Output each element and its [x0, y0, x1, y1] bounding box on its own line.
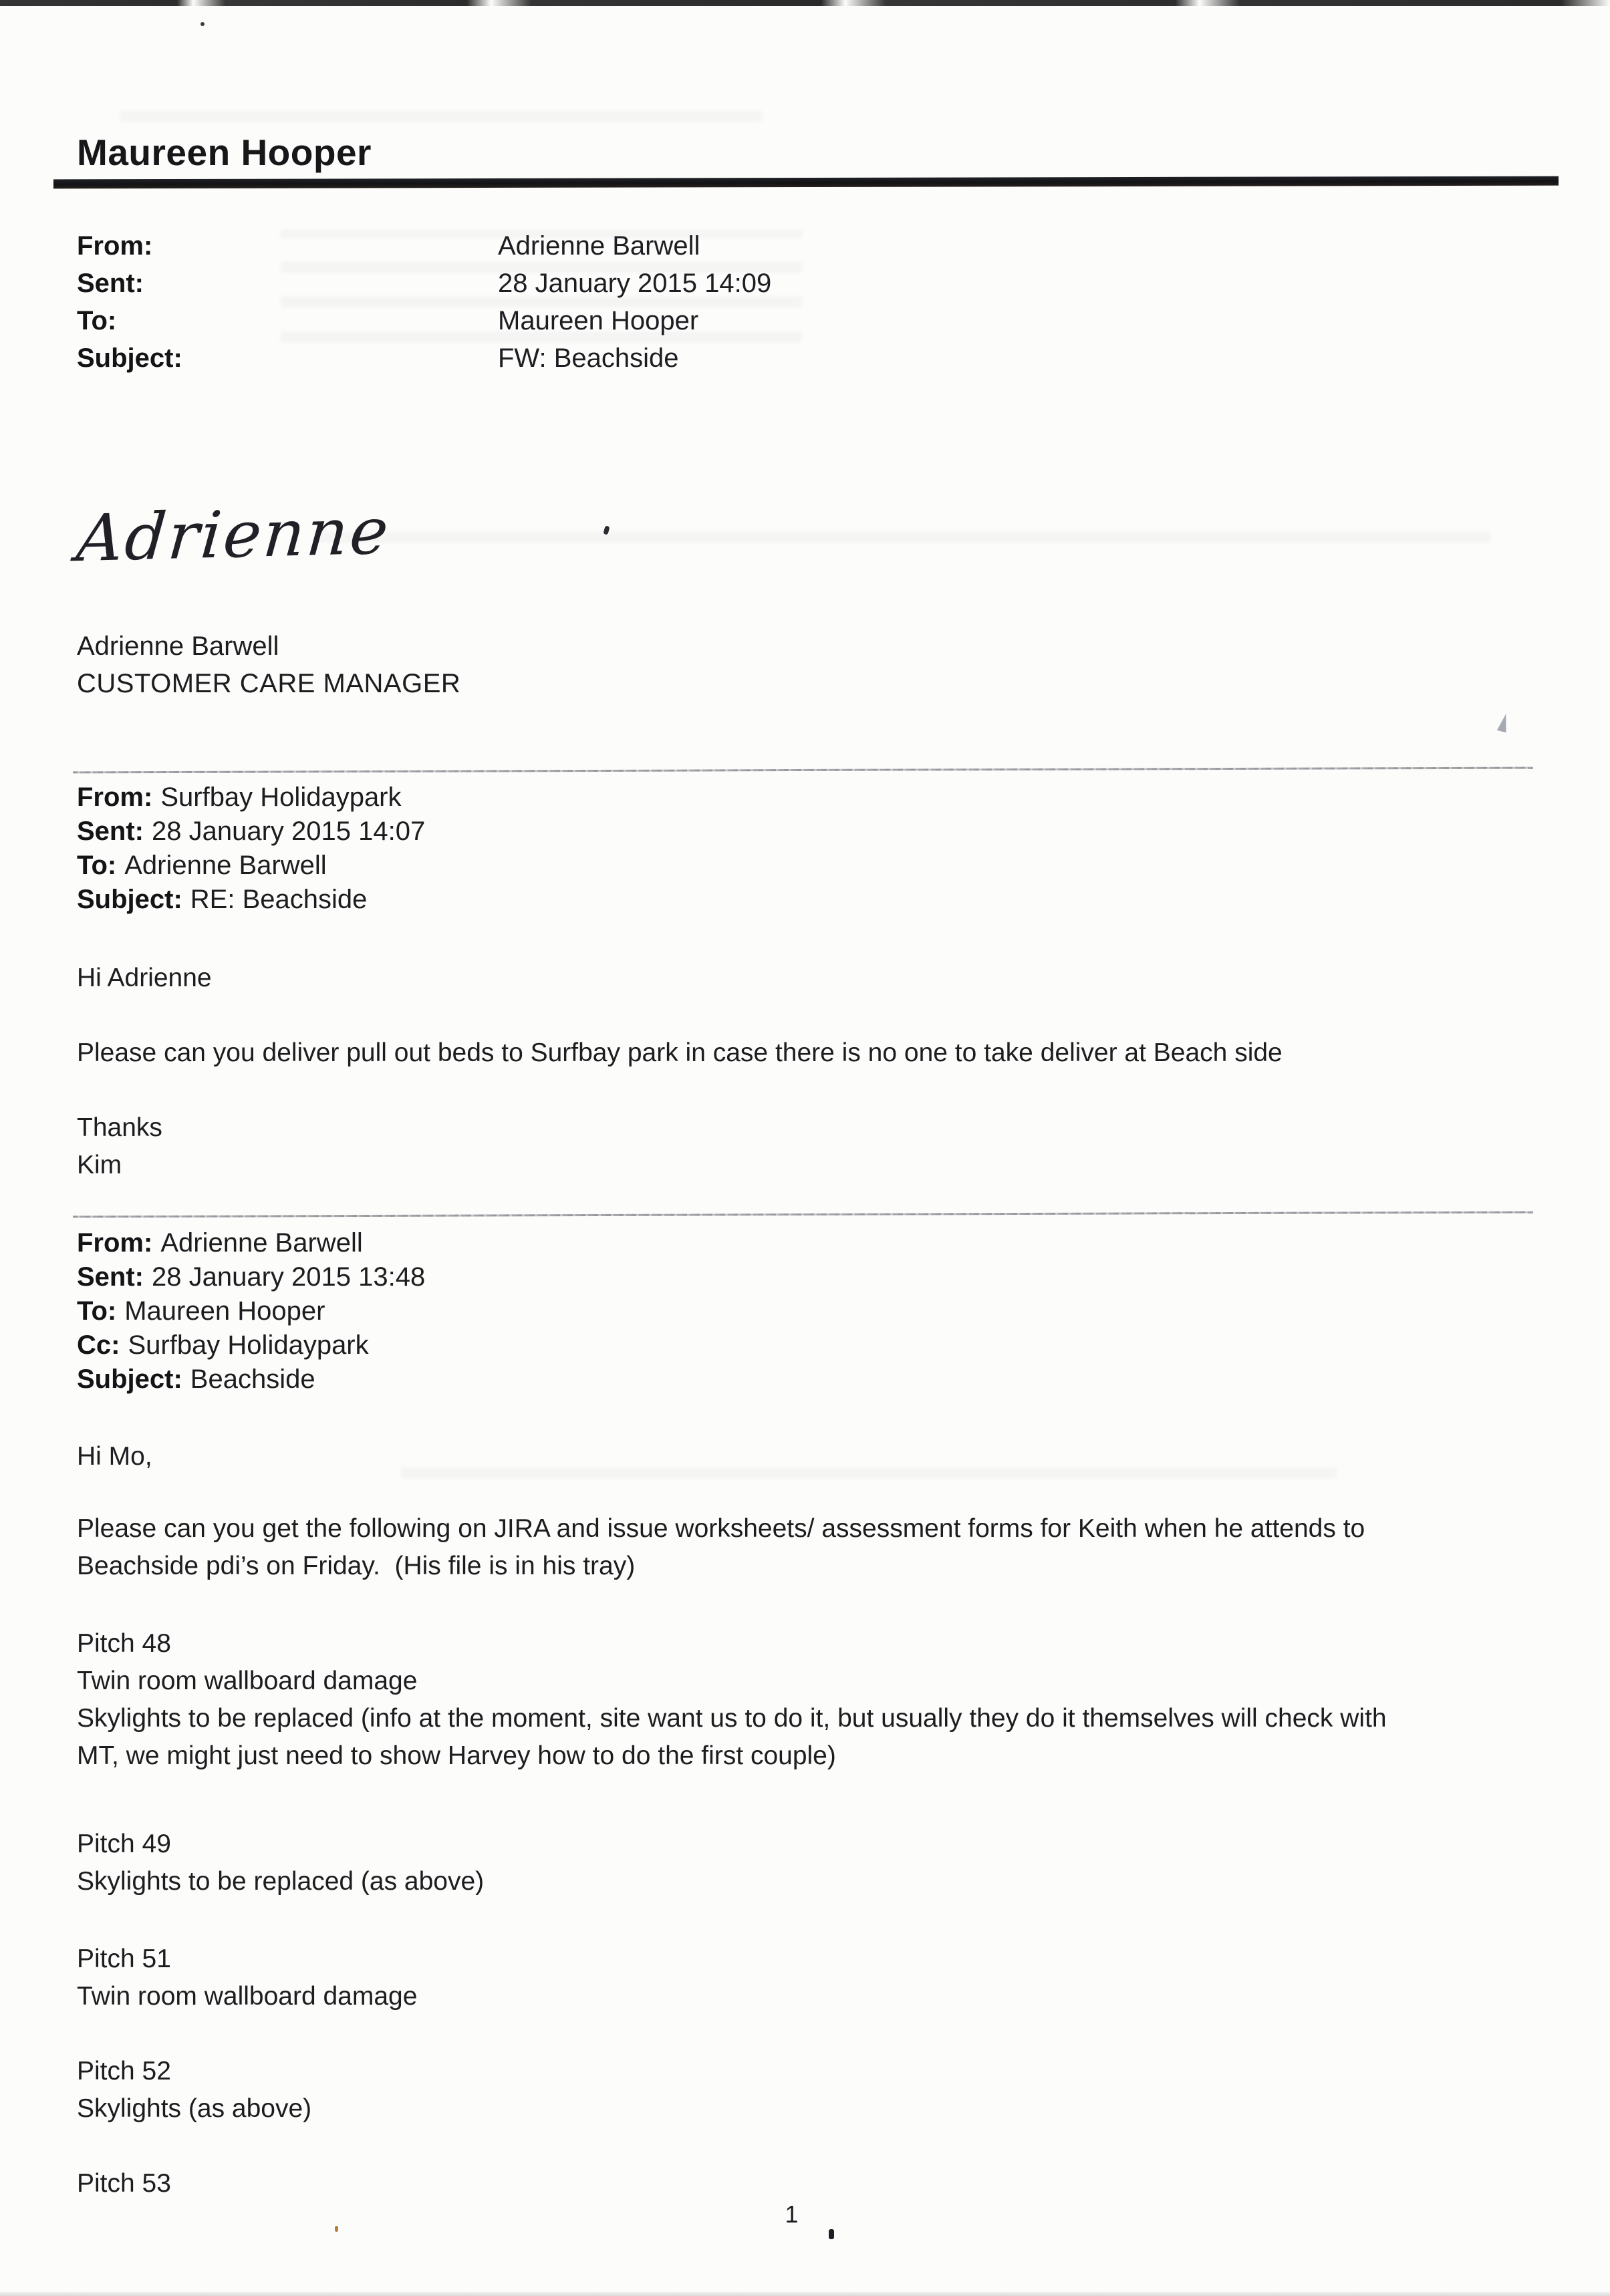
pitch-item-52 [77, 2053, 1540, 2128]
pitch-title: Pitch 48 [77, 1629, 171, 1658]
header-field-subject [77, 1362, 1540, 1397]
field-label: Cc: [77, 1330, 120, 1360]
page-title: Maureen Hooper [77, 132, 372, 173]
email3-intro [77, 1510, 1540, 1585]
header-field-from [77, 780, 1540, 815]
field-value: Adrienne Barwell [160, 1228, 363, 1258]
pitch-line: Twin room wallboard damage [77, 1667, 418, 1695]
header-field-from [77, 227, 1540, 265]
field-value: FW: Beachside [498, 343, 679, 373]
field-value: Adrienne Barwell [498, 231, 700, 261]
field-label: Sent: [77, 817, 144, 846]
pitch-title: Pitch 53 [77, 2169, 171, 2198]
quoted-email-header-2 [77, 1226, 1540, 1397]
field-label: From: [77, 782, 153, 812]
header-field-to [77, 302, 1540, 339]
field-value: 28 January 2015 13:48 [152, 1262, 426, 1292]
title-rule [53, 176, 1559, 189]
field-label: To: [77, 851, 117, 880]
header-field-sent [77, 1260, 1540, 1294]
header-field-from [77, 1226, 1540, 1260]
email2-body: Please can you deliver pull out beds to Surfbay park in case there is no one to take deliver at Beach side [77, 1038, 1283, 1067]
quoted-email-header-1 [77, 780, 1540, 917]
field-label: From: [77, 1228, 153, 1258]
field-value: RE: Beachside [190, 885, 368, 914]
email2-signoff: Kim [77, 1151, 122, 1179]
page-number: 1 [785, 2200, 799, 2228]
field-label: To: [77, 306, 117, 335]
email3-intro-line: Beachside pdi’s on Friday. (His file is in his tray) [77, 1552, 636, 1580]
header-field-to [77, 849, 1540, 883]
field-value: Beachside [190, 1365, 315, 1394]
scan-artifact-bottom-edge [0, 2292, 1610, 2296]
scan-speck [829, 2229, 834, 2239]
handwritten-signature: Adrienne [74, 493, 394, 577]
email2-closing: Thanks [77, 1113, 162, 1142]
field-label: Sent: [77, 1262, 144, 1292]
signature-role: CUSTOMER CARE MANAGER [77, 669, 461, 698]
field-value: Adrienne Barwell [124, 851, 327, 880]
field-value: Maureen Hooper [498, 306, 699, 335]
pitch-line: Skylights (as above) [77, 2094, 312, 2123]
field-label: To: [77, 1296, 117, 1326]
pitch-line: Skylights to be replaced (info at the moment, site want us to do it, but usually they do it themselves will check with [77, 1704, 1387, 1733]
header-field-subject [77, 883, 1540, 917]
email3-intro-line: Please can you get the following on JIRA and issue worksheets/ assessment forms for Keith when he attends to [77, 1514, 1365, 1543]
header-field-sent [77, 265, 1540, 302]
pitch-line: Skylights to be replaced (as above) [77, 1867, 485, 1896]
scan-artifact-top-edge [0, 0, 1610, 6]
email3-greeting: Hi Mo, [77, 1442, 152, 1471]
header-field-to [77, 1294, 1540, 1328]
pitch-item-51 [77, 1941, 1540, 2015]
email-header-main [77, 227, 1540, 377]
field-value: Maureen Hooper [124, 1296, 325, 1326]
pitch-item-53 [77, 2165, 1540, 2202]
quoted-email-divider-2 [73, 1211, 1533, 1218]
field-label: Subject: [77, 1365, 182, 1394]
field-value: 28 January 2015 14:09 [498, 269, 772, 298]
pitch-title: Pitch 52 [77, 2057, 171, 2086]
pitch-line: Twin room wallboard damage [77, 1982, 418, 2011]
pitch-item-49 [77, 1826, 1540, 1900]
scan-speck [335, 2226, 338, 2232]
pitch-title: Pitch 49 [77, 1830, 171, 1858]
field-value: Surfbay Holidaypark [128, 1330, 369, 1360]
field-value: Surfbay Holidaypark [160, 782, 402, 812]
bleedthrough-artifact [120, 98, 762, 122]
scan-speck [200, 22, 205, 26]
pitch-title: Pitch 51 [77, 1945, 171, 1973]
quoted-email-divider-1 [73, 767, 1533, 774]
page-content [0, 132, 1610, 2202]
header-field-cc [77, 1328, 1540, 1362]
pitch-line: MT, we might just need to show Harvey how to do the first couple) [77, 1741, 836, 1770]
email2-greeting: Hi Adrienne [77, 964, 212, 992]
pitch-item-48 [77, 1625, 1540, 1775]
field-label: Subject: [77, 343, 182, 373]
field-label: From: [77, 231, 153, 261]
header-field-sent [77, 815, 1540, 849]
signature-name: Adrienne Barwell [77, 631, 279, 661]
field-value: 28 January 2015 14:07 [152, 817, 426, 846]
field-label: Sent: [77, 269, 144, 298]
header-field-subject [77, 339, 1540, 377]
field-label: Subject: [77, 885, 182, 914]
